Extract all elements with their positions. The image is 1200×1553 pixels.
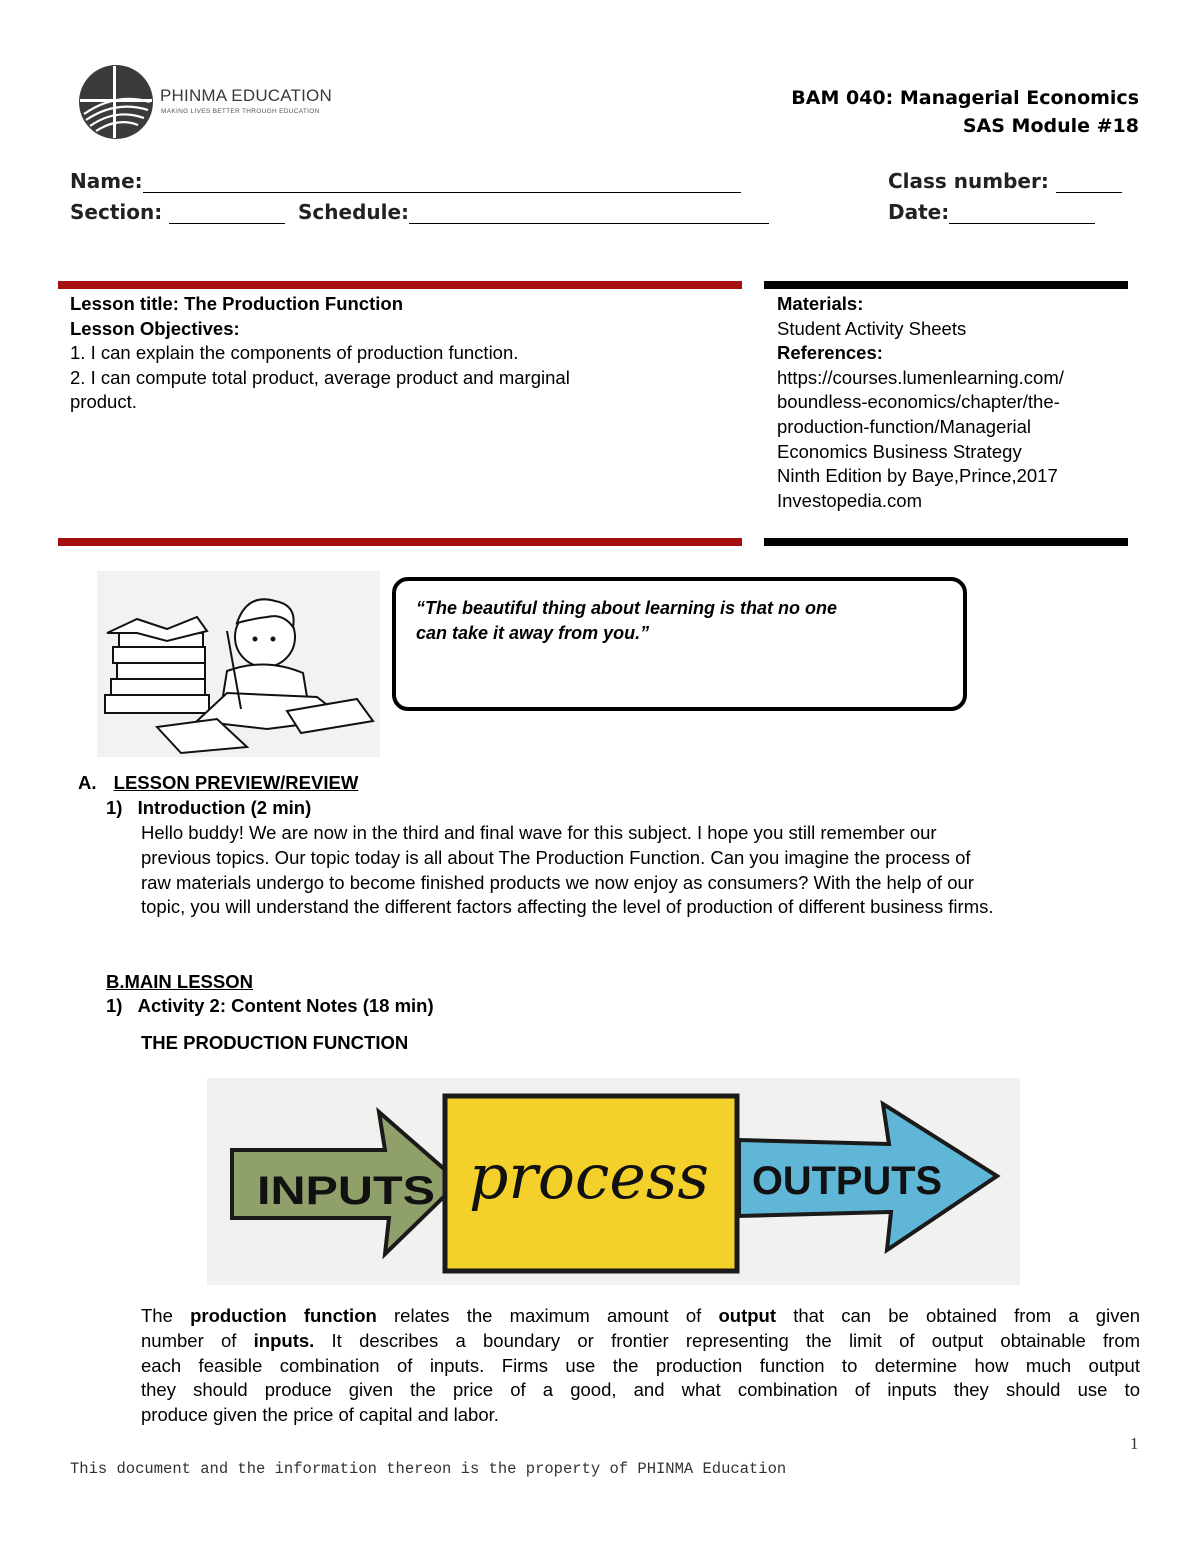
item-number: 1) — [106, 797, 123, 818]
materials-heading: Materials: — [777, 293, 864, 314]
quote-line: can take it away from you.” — [416, 622, 650, 643]
page-number: 1 — [1130, 1434, 1139, 1453]
inputs-label: INPUTS — [257, 1169, 435, 1213]
schedule-label: Schedule: — [298, 200, 410, 224]
production-function-subheading: THE PRODUCTION FUNCTION — [141, 1032, 409, 1053]
lesson-info — [70, 292, 730, 415]
reference-line[interactable]: boundless-economics/chapter/the- — [777, 391, 1060, 413]
reference-line[interactable]: production-function/Managerial — [777, 415, 1032, 437]
reference-line: Economics Business Strategy — [777, 440, 1022, 462]
class-number-label: Class number: — [888, 169, 1049, 193]
section-field — [70, 200, 285, 224]
definition-line: produce given the price of capital and labor. — [141, 1404, 499, 1426]
process-label: process — [469, 1140, 709, 1213]
reference-line: Ninth Edition by Baye,Prince,2017 — [777, 465, 1058, 487]
definition-line: each feasible combination of inputs. Firms use the production function to determine how much output — [141, 1354, 1140, 1376]
materials-info — [777, 292, 1127, 513]
item-number: 1) — [106, 995, 123, 1016]
intro-line: topic, you will understand the different factors affecting the level of production of different business firms. — [141, 896, 994, 918]
bottom-red-divider — [58, 538, 742, 546]
reference-line: Investopedia.com — [777, 489, 923, 511]
date-blank[interactable] — [949, 203, 1095, 224]
objective-2a: 2. I can compute total product, average product and marginal — [70, 366, 570, 388]
item-title: Introduction (2 min) — [137, 797, 312, 818]
course-header — [791, 84, 1139, 140]
student-illustration — [97, 571, 380, 757]
process-diagram — [207, 1078, 1020, 1285]
date-label: Date: — [888, 200, 950, 224]
introduction-paragraph — [141, 821, 1140, 920]
schedule-field — [298, 200, 769, 224]
references-heading: References: — [777, 342, 883, 364]
module-number: SAS Module #18 — [962, 115, 1139, 137]
top-black-divider — [764, 281, 1128, 289]
intro-line: Hello buddy! We are now in the third and final wave for this subject. I hope you still remember our — [141, 822, 937, 843]
name-field — [70, 169, 741, 193]
logo-globe-icon — [76, 62, 156, 142]
objective-1: 1. I can explain the components of production function. — [70, 342, 519, 364]
definition-line: number of inputs. It describes a boundary or frontier representing the limit of output obtainable from — [141, 1329, 1141, 1351]
section-a-title: LESSON PREVIEW/REVIEW — [113, 772, 359, 793]
outputs-label: OUTPUTS — [752, 1159, 942, 1203]
input-process-output-illustration — [207, 1078, 1020, 1285]
name-blank[interactable] — [143, 172, 741, 193]
logo-tagline: MAKING LIVES BETTER THROUGH EDUCATION — [161, 108, 320, 115]
lesson-title: Lesson title: The Production Function — [70, 293, 403, 314]
section-a-letter: A. — [78, 772, 97, 793]
item-title: Activity 2: Content Notes (18 min) — [137, 995, 434, 1016]
logo-name: PHINMA EDUCATION — [160, 86, 332, 105]
materials-value: Student Activity Sheets — [777, 317, 967, 339]
top-red-divider — [58, 281, 742, 289]
objectives-heading: Lesson Objectives: — [70, 317, 240, 339]
reference-line[interactable]: https://courses.lumenlearning.com/ — [777, 366, 1064, 388]
section-a-heading — [78, 772, 358, 794]
section-b-heading: B.MAIN LESSON — [106, 971, 253, 992]
bottom-black-divider — [764, 538, 1128, 546]
property-notice: This document and the information thereon is the property of PHINMA Education — [70, 1460, 787, 1478]
quote-text — [416, 596, 946, 645]
intro-line: previous topics. Our topic today is all about The Production Function. Can you imagine the process of — [141, 846, 971, 868]
studying-student-icon — [97, 571, 380, 757]
date-field — [888, 200, 1095, 224]
section-b-item — [106, 995, 434, 1017]
intro-line: raw materials undergo to become finished products we now enjoy as consumers? With the help of our — [141, 871, 974, 893]
section-a-item — [106, 797, 311, 819]
section-blank[interactable] — [169, 203, 285, 224]
schedule-blank[interactable] — [409, 203, 769, 224]
class-number-blank[interactable] — [1056, 172, 1122, 193]
class-number-field — [888, 169, 1122, 193]
course-title: BAM 040: Managerial Economics — [791, 87, 1139, 109]
definition-line: they should produce given the price of a good, and what combination of inputs they should use to — [141, 1379, 1140, 1401]
definition-line: The production function relates the maximum amount of output that can be obtained from a given — [141, 1305, 1141, 1326]
name-label: Name: — [70, 169, 143, 193]
section-label: Section: — [70, 200, 163, 224]
phinma-logo — [76, 62, 156, 142]
quote-line: “The beautiful thing about learning is that no one — [416, 598, 837, 618]
objective-2b: product. — [70, 391, 137, 413]
production-function-definition — [141, 1304, 1140, 1428]
